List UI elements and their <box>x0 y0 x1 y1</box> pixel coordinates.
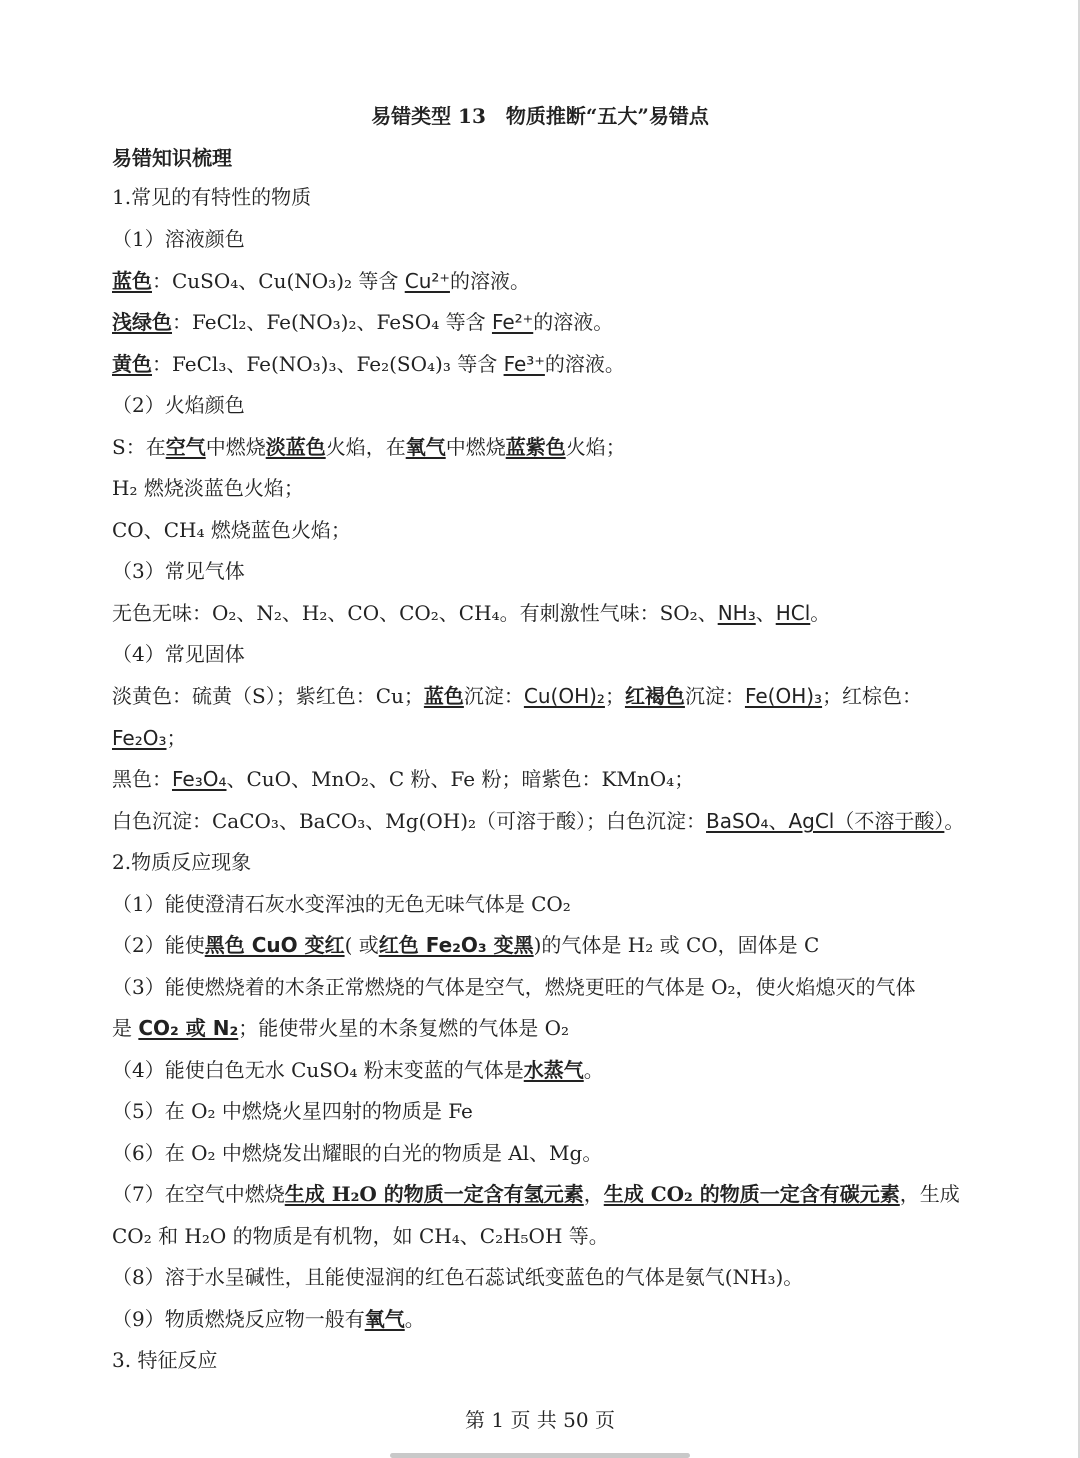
lightgreen-end: 的溶液。 <box>533 310 614 334</box>
lightgreen-ion: Fe²⁺ <box>491 310 534 334</box>
u-feoh3: Fe(OH)₃ <box>744 684 823 708</box>
subsection-solution-color: （1）溶液颜色 <box>112 227 245 251</box>
u-h2o-h: 生成 H₂O 的物质一定含有氢元素 <box>284 1182 584 1206</box>
text: ； <box>604 684 625 708</box>
reaction-5: （5）在 O₂ 中燃烧火星四射的物质是 Fe <box>112 1099 473 1123</box>
page-number: 第 1 页 共 50 页 <box>465 1408 615 1432</box>
text: 白色沉淀：CaCO₃、BaCO₃、Mg(OH)₂（可溶于酸）；白色沉淀： <box>112 809 707 833</box>
yellow-label: 黄色 <box>112 352 152 376</box>
reaction-3-cont <box>112 1014 569 1042</box>
horizontal-scrollbar[interactable] <box>390 1453 690 1458</box>
line-solids <box>112 682 922 710</box>
text: ；能使带火星的木条复燃的气体是 O₂ <box>238 1016 570 1040</box>
section-2-title: 2.物质反应现象 <box>112 850 252 874</box>
section-heading: 易错知识梳理 <box>112 146 232 170</box>
u-baso4-agcl: BaSO₄、AgCl（不溶于酸） <box>706 809 945 833</box>
page-title: 易错类型 13 物质推断“五大”易错点 <box>371 104 709 128</box>
text: ( 或 <box>344 933 379 957</box>
subsection-common-solid: （4）常见固体 <box>112 642 245 666</box>
line-co-flame: CO、CH₄ 燃烧蓝色火焰； <box>112 518 351 542</box>
line-h2-flame: H₂ 燃烧淡蓝色火焰； <box>112 476 304 500</box>
text: 、 <box>755 601 776 625</box>
text: 沉淀： <box>463 684 524 708</box>
text: ，生成 <box>899 1182 960 1206</box>
line-gases <box>112 599 830 627</box>
blue-end: 的溶液。 <box>449 269 530 293</box>
text: 是 <box>112 1016 139 1040</box>
reaction-6: （6）在 O₂ 中燃烧发出耀眼的白光的物质是 Al、Mg。 <box>112 1141 603 1165</box>
text: 。 <box>944 809 965 833</box>
u-black-cuo: 黑色 CuO 变红 <box>204 933 345 957</box>
text: 沉淀： <box>684 684 745 708</box>
blue-body: ：CuSO₄、Cu(NO₃)₂ 等含 <box>152 269 405 293</box>
yellow-ion: Fe³⁺ <box>503 352 545 376</box>
subsection-flame-color: （2）火焰颜色 <box>112 393 245 417</box>
text: 中燃烧 <box>205 435 266 459</box>
text: 黑色： <box>112 767 172 791</box>
reaction-2 <box>112 931 819 959</box>
line-yellow-solution <box>112 350 625 378</box>
text: 、CuO、MnO₂、C 粉、Fe 粉；暗紫色：KMnO₄； <box>226 767 695 791</box>
text: （4）能使白色无水 CuSO₄ 粉末变蓝的气体是 <box>112 1058 524 1082</box>
section-1-title: 1.常见的有特性的物质 <box>112 185 312 209</box>
u-oxygen: 氧气 <box>405 435 446 459</box>
u-fe2o3: Fe₂O₃ <box>112 726 167 750</box>
line-lightgreen-solution <box>112 308 613 336</box>
u-light-blue: 淡蓝色 <box>265 435 326 459</box>
text: 火焰，在 <box>325 435 406 459</box>
text: S：在 <box>112 435 166 459</box>
text: （7）在空气中燃烧 <box>112 1182 285 1206</box>
text: )的气体是 H₂ 或 CO，固体是 C <box>533 933 820 957</box>
text: 无色无味：O₂、N₂、H₂、CO、CO₂、CH₄。有刺激性气味：SO₂、 <box>112 601 718 625</box>
line-solids-cont <box>112 724 187 752</box>
text: 。 <box>583 1058 604 1082</box>
text: 火焰； <box>565 435 626 459</box>
u-hcl: HCl <box>775 601 811 625</box>
blue-label: 蓝色 <box>112 269 152 293</box>
text: （2）能使 <box>112 933 205 957</box>
yellow-end: 的溶液。 <box>544 352 625 376</box>
reaction-9 <box>112 1305 425 1333</box>
section-3-title: 3. 特征反应 <box>112 1348 218 1372</box>
line-black-solids <box>112 765 694 793</box>
u-red-brown: 红褐色 <box>624 684 685 708</box>
line-sulfur-flame <box>112 433 626 461</box>
text: 。 <box>810 601 831 625</box>
u-blue: 蓝色 <box>423 684 464 708</box>
subsection-common-gas: （3）常见气体 <box>112 559 245 583</box>
u-oxygen-2: 氧气 <box>364 1307 405 1331</box>
u-cuoh2: Cu(OH)₂ <box>523 684 605 708</box>
reaction-3: （3）能使燃烧着的木条正常燃烧的气体是空气，燃烧更旺的气体是 O₂，使火焰熄灭的气体 <box>112 975 916 999</box>
reaction-1: （1）能使澄清石灰水变浑浊的无色无味气体是 CO₂ <box>112 892 571 916</box>
text: ， <box>583 1182 604 1206</box>
text: （9）物质燃烧反应物一般有 <box>112 1307 365 1331</box>
u-co2-n2: CO₂ 或 N₂ <box>138 1016 239 1040</box>
reaction-7-cont: CO₂ 和 H₂O 的物质是有机物，如 CH₄、C₂H₅OH 等。 <box>112 1224 609 1248</box>
u-fe3o4: Fe₃O₄ <box>172 767 227 791</box>
reaction-8: （8）溶于水呈碱性，且能使湿润的红色石蕊试纸变蓝色的气体是氨气(NH₃)。 <box>112 1265 804 1289</box>
u-nh3: NH₃ <box>717 601 756 625</box>
text: 。 <box>404 1307 425 1331</box>
u-water-vapor: 水蒸气 <box>523 1058 584 1082</box>
reaction-7 <box>112 1180 960 1208</box>
u-co2-c: 生成 CO₂ 的物质一定含有碳元素 <box>603 1182 900 1206</box>
u-blue-purple: 蓝紫色 <box>505 435 566 459</box>
reaction-4 <box>112 1056 604 1084</box>
lightgreen-body: ：FeCl₂、Fe(NO₃)₂、FeSO₄ 等含 <box>172 310 492 334</box>
text: ；红棕色： <box>822 684 923 708</box>
blue-ion: Cu²⁺ <box>404 269 450 293</box>
lightgreen-label: 浅绿色 <box>112 310 172 334</box>
text: ； <box>166 726 187 750</box>
u-air: 空气 <box>165 435 206 459</box>
text: 淡黄色：硫黄（S）；紫红色：Cu； <box>112 684 424 708</box>
line-blue-solution <box>112 267 530 295</box>
text: 中燃烧 <box>445 435 506 459</box>
u-red-fe2o3: 红色 Fe₂O₃ 变黑 <box>378 933 534 957</box>
line-white-precipitates <box>112 807 964 835</box>
yellow-body: ：FeCl₃、Fe(NO₃)₃、Fe₂(SO₄)₃ 等含 <box>152 352 504 376</box>
